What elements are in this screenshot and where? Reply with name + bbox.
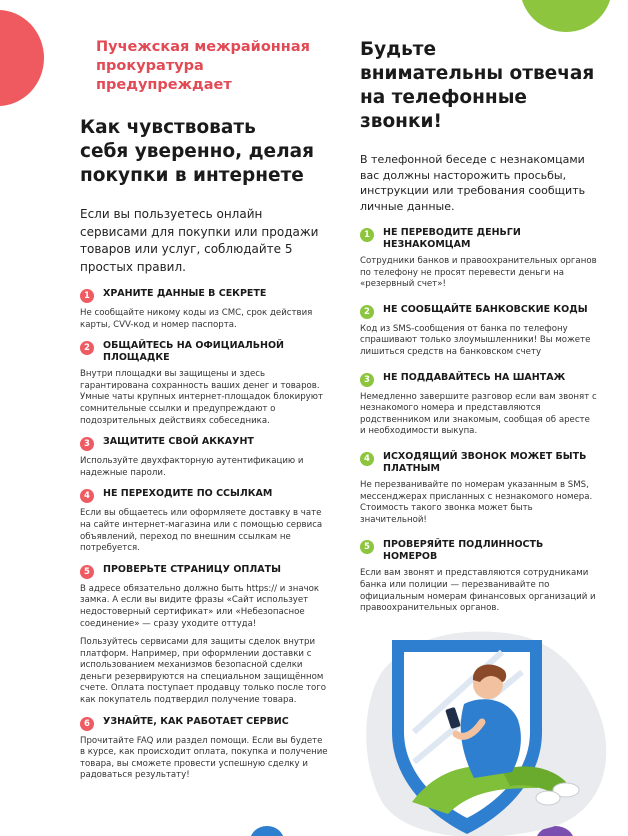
phone-calls-title: Будьте внимательны отвечая на телефонные звонки! <box>360 39 595 132</box>
rule-text: Немедленно завершите разговор если вам звонят с незнакомого номера и представляются родственником или знакомым, сообщая об аресте и необходимости выкупа. <box>360 391 597 437</box>
rule-number-badge: 4 <box>80 489 94 503</box>
rule-title: ПРОВЕРЯЙТЕ ПОДЛИННОСТЬ НОМЕРОВ <box>383 539 544 563</box>
rule-number-badge: 1 <box>360 228 374 242</box>
rule-title: НЕ СООБЩАЙТЕ БАНКОВСКИЕ КОДЫ <box>383 303 588 315</box>
rule-title: НЕ ПОДДАВАЙТЕСЬ НА ШАНТАЖ <box>383 371 566 383</box>
rule-text: Не перезванивайте по номерам указанным в SMS, мессенджерах присланных с незнакомого номера. Стоимость такого звонка может быть значительной! <box>360 479 593 525</box>
rule-number-badge: 2 <box>360 305 374 319</box>
rule-title: ИСХОДЯЩИЙ ЗВОНОК МОЖЕТ БЫТЬ ПЛАТНЫМ <box>383 450 587 474</box>
header-line-2: прокуратура предупреждает <box>96 57 336 95</box>
rule-text: Если вам звонят и представляются сотрудниками банка или полиции — перезванивайте по официальным номерам финансовых организаций и правоохранительных органов. <box>360 568 596 614</box>
rule-text: Не сообщайте никому коды из СМС, срок действия карты, CVV-код и номер паспорта. <box>80 308 313 330</box>
rule-text: Если вы общаетесь или оформляете доставку в чате на сайте интернет-магазина или с помощью сервиса объявлений, переход по внешним ссылкам не потребуется. <box>80 508 323 554</box>
rule-text: Сотрудники банков и правоохранительных органов по телефону не просят перевести деньги на «резервный счет»! <box>360 256 597 290</box>
rule-text: Код из SMS-сообщения от банка по телефону спрашивают только злоумышленники! Вы можете лишиться средств на банковском счету <box>360 323 591 357</box>
rule-number-badge: 3 <box>360 373 374 387</box>
online-shopping-rules <box>80 288 328 782</box>
header-line-1: Пучежская межрайонная <box>96 38 336 57</box>
rule-item <box>360 451 598 526</box>
rule-title: ОБЩАЙТЕСЬ НА ОФИЦИАЛЬНОЙ ПЛОЩАДКЕ <box>103 340 284 364</box>
rule-item <box>80 288 328 331</box>
rule-item <box>360 539 598 614</box>
online-shopping-title: Как чувствовать себя уверенно, делая покупки в интернете <box>80 117 314 186</box>
rule-number-badge: 3 <box>80 437 94 451</box>
rule-title: НЕ ПЕРЕХОДИТЕ ПО ССЫЛКАМ <box>103 488 273 500</box>
decorative-red-circle <box>0 10 44 106</box>
rule-title: ХРАНИТЕ ДАННЫЕ В СЕКРЕТЕ <box>103 288 267 299</box>
rule-text: Прочитайте FAQ или раздел помощи. Если вы будете в курсе, как происходит оплата, покупка и получение товара, вы сможете провести успешную сделку и радоваться результату! <box>80 735 328 781</box>
rule-number-badge: 1 <box>80 289 94 303</box>
rule-text: В адресе обязательно должно быть https:// и значок замка. А если вы видите фразы «Сайт использует недостоверный сертификат» или «Небезопасное соединение» — сразу уходите оттуда! <box>80 583 320 629</box>
rule-number-badge: 2 <box>80 341 94 355</box>
rule-item <box>360 227 598 291</box>
rule-number-badge: 6 <box>80 717 94 731</box>
rule-item <box>80 488 328 554</box>
rule-title: ЗАЩИТИТЕ СВОЙ АККАУНТ <box>103 436 254 448</box>
rule-item <box>80 340 328 427</box>
decorative-blue-circle <box>250 826 284 836</box>
phone-calls-intro: В телефонной беседе с незнакомцами вас должны насторожить просьбы, инструкции или требования сообщить личные данные. <box>360 153 586 213</box>
rule-title: УЗНАЙТЕ, КАК РАБОТАЕТ СЕРВИС <box>103 715 289 727</box>
rule-item <box>80 564 328 707</box>
rule-number-badge: 5 <box>80 565 94 579</box>
rule-item <box>360 304 598 359</box>
person-torso <box>461 699 521 778</box>
phone-calls-section <box>360 38 598 615</box>
rule-item <box>360 372 598 438</box>
rule-number-badge: 5 <box>360 540 374 554</box>
rule-item <box>80 436 328 479</box>
person-shoe <box>536 791 560 805</box>
decorative-green-circle <box>520 0 612 32</box>
phone-calls-rules <box>360 227 598 615</box>
rule-title: ПРОВЕРЬТЕ СТРАНИЦУ ОПЛАТЫ <box>103 563 281 575</box>
rule-number-badge: 4 <box>360 452 374 466</box>
rule-extra-text: Пользуйтесь сервисами для защиты сделок внутри платформ. Например, при оформлении доставки с использованием механизмов безопасной сделки деньги резервируются на специальном защищённом счете. Оплата поступает продавцу только после того как покупатель подтвердил получение товара. <box>80 637 327 706</box>
prosecutor-header <box>96 38 336 95</box>
rule-title: НЕ ПЕРЕВОДИТЕ ДЕНЬГИ НЕЗНАКОМЦАМ <box>383 227 521 250</box>
online-shopping-intro: Если вы пользуетесь онлайн сервисами для покупки или продажи товаров или услуг, соблюдайте 5 простых правил. <box>80 207 319 274</box>
rule-item <box>80 716 328 782</box>
online-shopping-section <box>80 116 328 782</box>
rule-text: Внутри площадки вы защищены и здесь гарантирована сохранность ваших денег и товаров. Умные чаты крупных интернет-площадок блокируют сомнительные ссылки и предупреждают о подозрительных действиях собеседника. <box>80 369 324 426</box>
shield-person-illustration <box>352 612 614 836</box>
rule-text: Используйте двухфакторную аутентификацию и надежные пароли. <box>80 456 304 478</box>
